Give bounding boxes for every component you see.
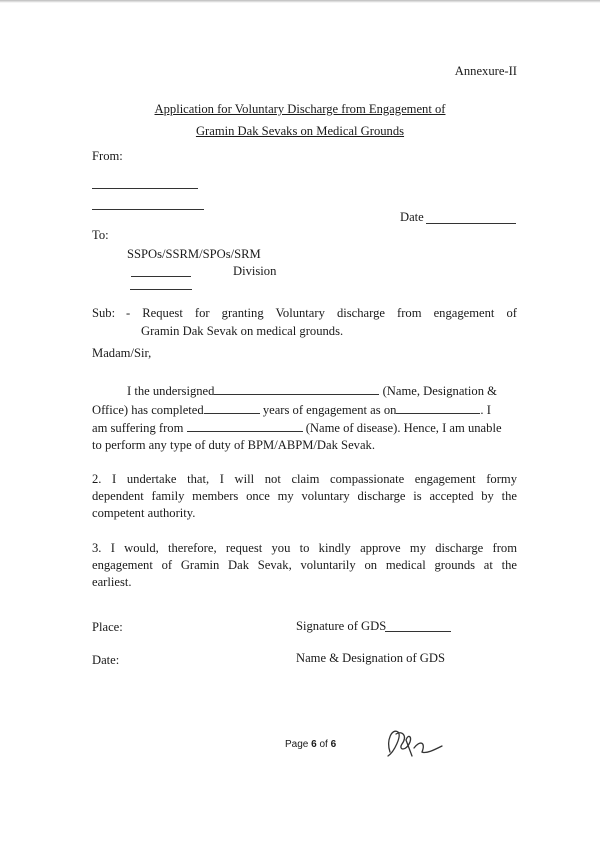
signature-blank[interactable] [385,631,451,632]
para3-line-2: engagement of Gramin Dak Sevak, voluntarily on medical grounds at the [92,558,517,572]
para1-text: years of engagement as on [262,403,397,417]
para1-line3 [92,421,502,436]
as-on-date-blank[interactable] [396,403,480,414]
para1-text: I the undersigned [127,384,215,398]
date-label: Date [400,210,424,224]
division-label: Division [233,264,277,278]
para1-text: (Name of disease). Hence, I am unable [305,421,502,435]
scan-edge [0,0,600,3]
from-blank-2[interactable] [92,209,204,210]
para2-line-1: 2. I undertake that, I will not claim compassionate engagement formy [92,472,517,486]
name-designation-label: Name & Designation of GDS [296,651,446,665]
para2-line-3: competent authority. [92,506,196,520]
division-blank-2[interactable] [130,289,192,290]
document-title-line-1: Application for Voluntary Discharge from Engagement of [154,102,446,116]
to-label: To: [92,228,109,242]
years-blank[interactable] [204,403,260,414]
to-addressee: SSPOs/SSRM/SPOs/SRM [127,247,261,261]
para1-text: am suffering from [92,421,184,435]
place-label: Place: [92,620,123,634]
subject-line-2: Gramin Dak Sevak on medical grounds. [141,324,344,338]
para1-line4: to perform any type of duty of BPM/ABPM/Dak Sevak. [92,438,375,452]
division-blank[interactable] [131,276,191,277]
para1-text: . I [480,403,491,417]
subject-line-1: - Request for granting Voluntary discharge from engagement of [126,306,517,320]
date-label-bottom: Date: [92,653,120,667]
from-blank-1[interactable] [92,188,198,189]
document-title-line-2: Gramin Dak Sevaks on Medical Grounds [195,124,405,138]
disease-blank[interactable] [187,421,303,432]
para1-text: (Name, Designation & [382,384,497,398]
signature-label: Signature of GDS [296,619,387,633]
salutation: Madam/Sir, [92,346,152,360]
para3-line-3: earliest. [92,575,132,589]
annexure-label: Annexure-II [454,64,517,78]
name-blank[interactable] [214,384,379,395]
para2-line-2: dependent family members once my voluntary discharge is accepted by the [92,489,517,503]
from-label: From: [92,149,123,163]
para1-line2 [92,403,491,418]
subject-label: Sub: [92,306,116,320]
para3-line-1: 3. I would, therefore, request you to kindly approve my discharge from [92,541,517,555]
handwritten-initials-signature [378,722,448,764]
date-blank[interactable] [426,223,516,224]
para1-line1 [127,384,497,399]
page-number: Page 6 of 6 [285,739,337,750]
para1-text: Office) has completed [92,403,204,417]
